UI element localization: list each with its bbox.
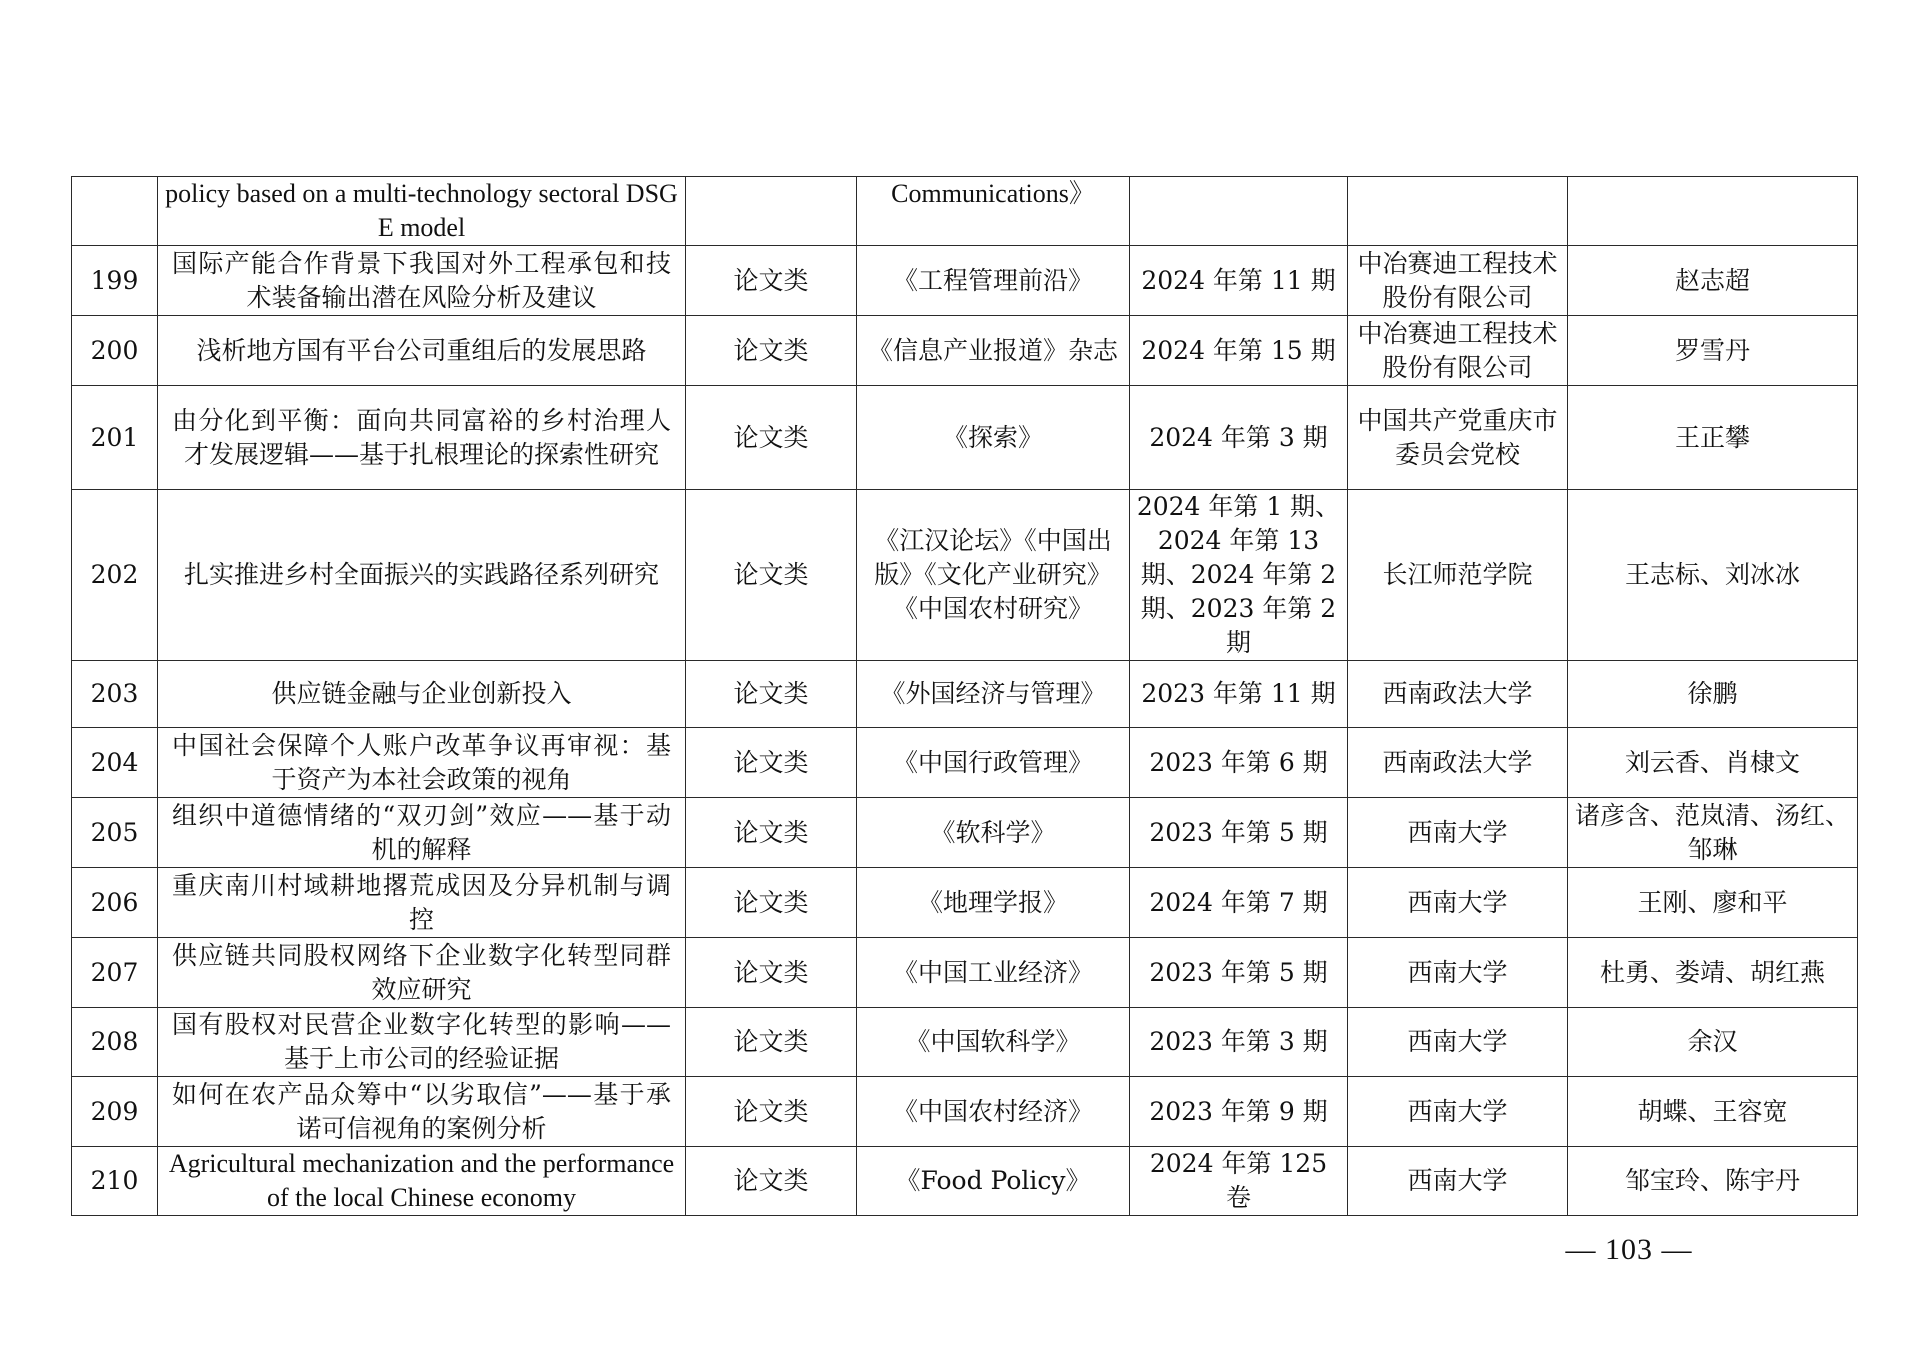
cell-journal: 《工程管理前沿》 [857, 246, 1130, 316]
cell-title: 中国社会保障个人账户改革争议再审视：基于资产为本社会政策的视角 [158, 728, 686, 798]
cell-author: 徐鹏 [1568, 661, 1858, 728]
cell-number: 200 [72, 316, 158, 386]
cell-unit: 长江师范学院 [1348, 490, 1568, 661]
cell-journal: Communications》 [857, 177, 1130, 246]
cell-type: 论文类 [686, 728, 857, 798]
cell-unit: 中国共产党重庆市委员会党校 [1348, 386, 1568, 490]
cell-title: 由分化到平衡：面向共同富裕的乡村治理人才发展逻辑——基于扎根理论的探索性研究 [158, 386, 686, 490]
table-row [72, 868, 1858, 938]
cell-title: 重庆南川村域耕地撂荒成因及分异机制与调控 [158, 868, 686, 938]
table-row-continuation [72, 177, 1858, 246]
cell-unit: 中冶赛迪工程技术股份有限公司 [1348, 316, 1568, 386]
cell-title: 供应链共同股权网络下企业数字化转型同群效应研究 [158, 938, 686, 1008]
cell-journal: 《Food Policy》 [857, 1147, 1130, 1216]
cell-type: 论文类 [686, 490, 857, 661]
cell-author: 罗雪丹 [1568, 316, 1858, 386]
table-row [72, 1077, 1858, 1147]
cell-issue: 2023 年第 6 期 [1130, 728, 1348, 798]
cell-number: 203 [72, 661, 158, 728]
cell-issue: 2023 年第 5 期 [1130, 938, 1348, 1008]
cell-unit: 西南大学 [1348, 1077, 1568, 1147]
cell-author: 赵志超 [1568, 246, 1858, 316]
cell-journal: 《中国工业经济》 [857, 938, 1130, 1008]
cell-issue: 2023 年第 11 期 [1130, 661, 1348, 728]
cell-issue [1130, 177, 1348, 246]
table-row [72, 316, 1858, 386]
cell-title: 国有股权对民营企业数字化转型的影响——基于上市公司的经验证据 [158, 1008, 686, 1077]
cell-author: 邹宝玲、陈宇丹 [1568, 1147, 1858, 1216]
cell-type: 论文类 [686, 386, 857, 490]
cell-type: 论文类 [686, 798, 857, 868]
cell-author: 杜勇、娄靖、胡红燕 [1568, 938, 1858, 1008]
cell-journal: 《信息产业报道》杂志 [857, 316, 1130, 386]
cell-issue: 2023 年第 9 期 [1130, 1077, 1348, 1147]
cell-number: 206 [72, 868, 158, 938]
cell-unit: 西南大学 [1348, 868, 1568, 938]
cell-unit: 西南政法大学 [1348, 728, 1568, 798]
cell-unit: 中冶赛迪工程技术股份有限公司 [1348, 246, 1568, 316]
cell-title: policy based on a multi-technology sectoral DSGE model [158, 177, 686, 246]
cell-title: 如何在农产品众筹中“以劣取信”——基于承诺可信视角的案例分析 [158, 1077, 686, 1147]
cell-author: 余汉 [1568, 1008, 1858, 1077]
cell-unit: 西南大学 [1348, 798, 1568, 868]
cell-issue: 2024 年第 11 期 [1130, 246, 1348, 316]
cell-number: 205 [72, 798, 158, 868]
page-number: — 103 — [1565, 1233, 1693, 1266]
table-row [72, 798, 1858, 868]
cell-type: 论文类 [686, 1147, 857, 1216]
table-row [72, 938, 1858, 1008]
cell-journal: 《江汉论坛》《中国出版》《文化产业研究》《中国农村研究》 [857, 490, 1130, 661]
cell-journal: 《中国农村经济》 [857, 1077, 1130, 1147]
cell-author: 刘云香、肖棣文 [1568, 728, 1858, 798]
cell-type: 论文类 [686, 316, 857, 386]
cell-author: 王志标、刘冰冰 [1568, 490, 1858, 661]
cell-number: 204 [72, 728, 158, 798]
cell-number: 199 [72, 246, 158, 316]
cell-author: 胡蝶、王容宽 [1568, 1077, 1858, 1147]
cell-author: 诸彦含、范岚清、汤红、邹琳 [1568, 798, 1858, 868]
awards-table [71, 176, 1858, 1216]
cell-journal: 《外国经济与管理》 [857, 661, 1130, 728]
table-row [72, 386, 1858, 490]
cell-type: 论文类 [686, 661, 857, 728]
table-row [72, 1008, 1858, 1077]
cell-journal: 《软科学》 [857, 798, 1130, 868]
cell-unit: 西南大学 [1348, 1147, 1568, 1216]
cell-unit: 西南大学 [1348, 1008, 1568, 1077]
cell-title: 国际产能合作背景下我国对外工程承包和技术装备输出潜在风险分析及建议 [158, 246, 686, 316]
table-row [72, 728, 1858, 798]
table-row [72, 490, 1858, 661]
cell-author: 王正攀 [1568, 386, 1858, 490]
cell-unit: 西南大学 [1348, 938, 1568, 1008]
cell-type [686, 177, 857, 246]
cell-number: 207 [72, 938, 158, 1008]
cell-issue: 2024 年第 125 卷 [1130, 1147, 1348, 1216]
cell-number: 210 [72, 1147, 158, 1216]
cell-author [1568, 177, 1858, 246]
cell-type: 论文类 [686, 1008, 857, 1077]
cell-issue: 2024 年第 3 期 [1130, 386, 1348, 490]
cell-title: 供应链金融与企业创新投入 [158, 661, 686, 728]
cell-number: 201 [72, 386, 158, 490]
cell-unit: 西南政法大学 [1348, 661, 1568, 728]
cell-issue: 2023 年第 3 期 [1130, 1008, 1348, 1077]
cell-title: Agricultural mechanization and the performance of the local Chinese economy [158, 1147, 686, 1216]
cell-number [72, 177, 158, 246]
cell-issue: 2024 年第 7 期 [1130, 868, 1348, 938]
table-row [72, 1147, 1858, 1216]
cell-number: 209 [72, 1077, 158, 1147]
table-row [72, 661, 1858, 728]
cell-type: 论文类 [686, 246, 857, 316]
cell-journal: 《地理学报》 [857, 868, 1130, 938]
cell-type: 论文类 [686, 868, 857, 938]
cell-author: 王刚、廖和平 [1568, 868, 1858, 938]
cell-journal: 《中国行政管理》 [857, 728, 1130, 798]
cell-title: 组织中道德情绪的“双刃剑”效应——基于动机的解释 [158, 798, 686, 868]
cell-number: 202 [72, 490, 158, 661]
cell-title: 浅析地方国有平台公司重组后的发展思路 [158, 316, 686, 386]
cell-type: 论文类 [686, 938, 857, 1008]
cell-issue: 2023 年第 5 期 [1130, 798, 1348, 868]
cell-type: 论文类 [686, 1077, 857, 1147]
cell-journal: 《探索》 [857, 386, 1130, 490]
cell-journal: 《中国软科学》 [857, 1008, 1130, 1077]
cell-unit [1348, 177, 1568, 246]
table-row [72, 246, 1858, 316]
cell-title: 扎实推进乡村全面振兴的实践路径系列研究 [158, 490, 686, 661]
cell-issue: 2024 年第 1 期、2024 年第 13 期、2024 年第 2 期、2023 年第 2 期 [1130, 490, 1348, 661]
cell-number: 208 [72, 1008, 158, 1077]
cell-issue: 2024 年第 15 期 [1130, 316, 1348, 386]
